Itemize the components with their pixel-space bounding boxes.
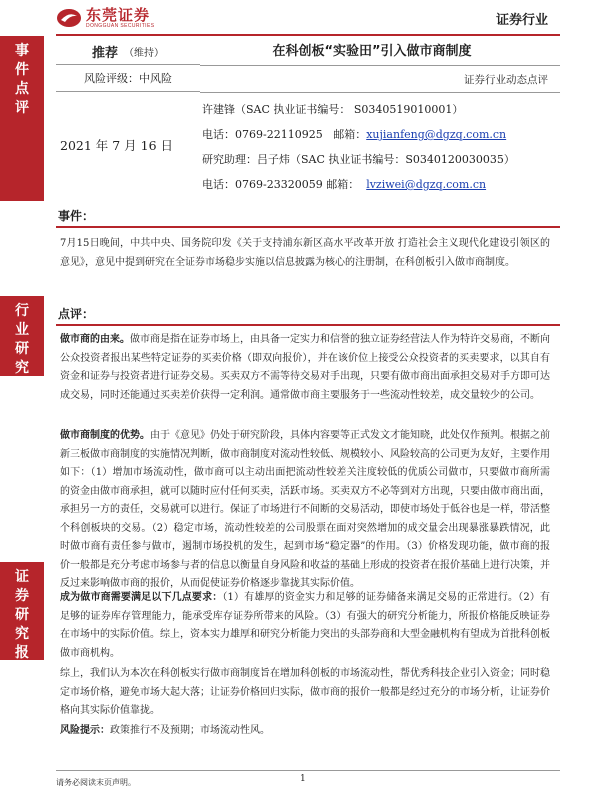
event-text: 7月15日晚间，中共中央、国务院印发《关于支持浦东新区高水平改革开放 打造社会主义现代化建设引领区的意见》，意见中提到研究在全证券市场稳步实施以信息披露为核心的注册制，在科创板引入做市商制度。 (60, 238, 550, 268)
event-divider (56, 226, 560, 228)
report-title: 在科创板“实验田”引入做市商制度 (272, 44, 472, 59)
header-divider (56, 34, 560, 36)
company-logo (56, 5, 154, 31)
risk-warning-text: 政策推行不及预期；市场流动性风。 (110, 725, 270, 736)
comment-paragraph-conclusion: 综上，我们认为本次在科创板实行做市商制度旨在增加科创板的市场流动性，帮优秀科技企业引入资金；同时稳定市场价格，避免市场大起大落；让证券价格回归实际，做市商的报价一般都是经过充分的市场分析，让证券价格向其实际价值靠拢。 (60, 668, 550, 716)
origin-title: 做市商的由来。 (60, 334, 130, 345)
footer-disclaimer: 请务必阅读末页声明。 (56, 778, 136, 787)
report-subtitle: 证券行业动态点评 (464, 74, 548, 86)
page-number: 1 (300, 774, 306, 784)
assistant-email-link[interactable]: lvziwei@dgzq.com.cn (366, 178, 487, 191)
analyst-phone: 电话：0769-22110925 (202, 128, 323, 141)
risk-warning-title: 风险提示： (60, 725, 110, 736)
requirements-title: 成为做市商需要满足以下几点要求： (60, 592, 223, 603)
analyst-contact-row (202, 122, 515, 147)
logo-name: 东莞证券 (86, 6, 151, 24)
industry-tag: 证券行业 (495, 13, 548, 28)
logo-mark-icon (56, 7, 82, 29)
comment-heading: 点评： (58, 307, 95, 321)
event-heading: 事件： (58, 209, 95, 223)
sidebar-securities-report: 证 券 研 究 报 告 (0, 562, 44, 660)
analyst-contacts (202, 97, 515, 197)
logo-english: DONGGUAN SECURITIES (86, 23, 155, 29)
report-date: 2021 年 7 月 16 日 (60, 138, 174, 153)
page-footer (56, 770, 560, 788)
subtitle-divider (200, 92, 560, 93)
requirements-text: （1）有雄厚的资金实力和足够的证券储备来满足交易的正常进行。（2）有足够的证券库存管理能力，能承受库存证券所带来的风险。（3）有强大的研究分析能力，所报价格能反映证券在市场中的实际价值。综上，资本实力雄厚和研究分析能力突出的头部券商和大型金融机构有望成为首批科创板做市商机构。 (60, 592, 550, 659)
comment-divider (56, 324, 560, 326)
comment-paragraph-advantages (60, 427, 550, 594)
sidebar-event-review: 事 件 点 评 (0, 36, 44, 201)
rating-block (56, 38, 200, 92)
assistant-phone: 电话：0769-23320059 (202, 178, 323, 191)
assistant-contact-row (202, 172, 515, 197)
sidebar-industry-research: 行 业 研 究 (0, 296, 44, 376)
assistant-name: 研究助理：吕子炜（SAC 执业证书编号：S0340120030035） (202, 153, 515, 166)
rating (56, 38, 200, 64)
comment-paragraph-requirements (60, 589, 550, 663)
origin-text: 做市商是指在证券市场上，由具备一定实力和信誉的独立证券经营法人作为特许交易商，不断向公众投资者报出某些特定证券的买卖价格（即双向报价），并在该价位上接受公众投资者的买卖要求，以其自有资金和证券与投资者进行证券交易。买卖双方不需等待交易对手出现，只要有做市商出面承担交易对手方即可达成交易，同时还能通过买卖差价获得一定利润。通常做市商主要服务于一些流动性较差，成交量较少的公司。 (60, 334, 550, 401)
comment-paragraph-origin (60, 331, 550, 405)
rating-label: 推荐 (91, 45, 118, 61)
advantages-title: 做市商制度的优势。 (60, 430, 150, 441)
assistant-email-label: 邮箱： (326, 178, 360, 191)
page-header (0, 0, 600, 38)
analyst-email-link[interactable]: xujianfeng@dgzq.com.cn (366, 128, 507, 141)
advantages-text: 由于《意见》仍处于研究阶段，具体内容要等正式发文才能知晓，此处仅作预判。根据之前新三板做市商制度的实施情况判断，做市商制度对流动性较低、规模较小、风险较高的公司更为友好，主要作用如下：（1）增加市场流动性，做市商可以主动出面把流动性较差关注度较低的优质公司做市，只要做市商所需的资金由做市商承担，就可以随时应付任何买卖，活跃市场。买卖双方不必等到对方出现，只要由做市商出面，承担另一方的责任，交易就可以进行。保证了市场进行不间断的交易活动，即使市场处于低谷也是一样，带活整个科创板块的交易。（2）稳定市场，流动性较差的公司股票在面对突然增加的成交量会出现暴涨暴跌情况，此时做市商有责任参与做市，遏制市场投机的发生，起到市场“稳定器”的作用。（3）价格发现功能，做市商的报价一般都是充分考虑市场参与者的信息以衡量自身风险和收益的基础上形成的投资者在报价基础上进行决策，并反过来影响做市商的报价，从而促使证券价格逐步靠拢其实际价值。 (60, 430, 550, 589)
rating-status: （维持） (124, 47, 164, 59)
risk-rating: 风险评级：中风险 (56, 64, 200, 92)
risk-warning (60, 722, 550, 741)
analyst-name: 许建锋（SAC 执业证书编号： S0340519010001） (202, 103, 464, 116)
analyst-email-label: 邮箱： (333, 128, 367, 141)
title-divider (200, 65, 560, 66)
